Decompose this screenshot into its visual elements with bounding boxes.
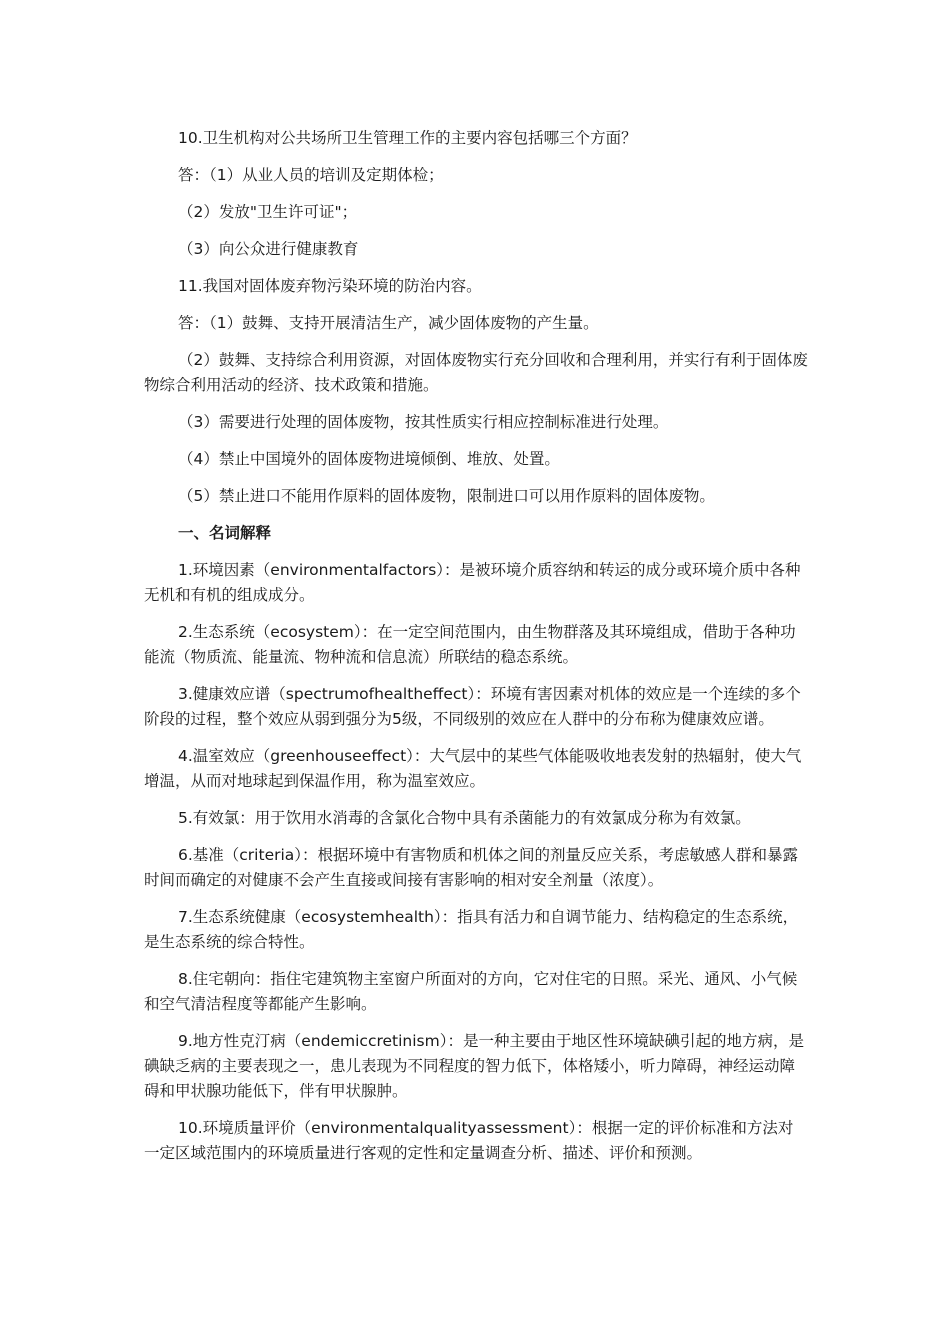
definition-item: 4.温室效应（greenhouseeffect）：大气层中的某些气体能吸收地表发射的热辐射，使大气增温，从而对地球起到保温作用，称为温室效应。 [144, 747, 802, 790]
definition-item: 6.基准（criteria）：根据环境中有害物质和机体之间的剂量反应关系，考虑敏感人群和暴露时间而确定的对健康不会产生直接或间接有害影响的相对安全剂量（浓度）。 [144, 846, 799, 889]
definition-item: 10.环境质量评价（environmentalqualityassessment）：根据一定的评价标准和方法对一定区域范围内的环境质量进行客观的定性和定量调查分析、描述、评价和预测。 [144, 1119, 794, 1162]
answer-10-item-1: 答：（1）从业人员的培训及定期体检； [178, 166, 444, 184]
definition-item: 3.健康效应谱（spectrumofhealtheffect）：环境有害因素对机体的效应是一个连续的多个阶段的过程，整个效应从弱到强分为5级，不同级别的效应在人群中的分布称为健康效应谱。 [144, 685, 801, 728]
answer-11-item-1: 答：（1）鼓舞、支持开展清洁生产，减少固体废物的产生量。 [178, 314, 599, 332]
definition-item: 9.地方性克汀病（endemiccretinism）：是一种主要由于地区性环境缺碘引起的地方病，是碘缺乏病的主要表现之一，患儿表现为不同程度的智力低下，体格矮小，听力障碍，神经运动障碍和甲状腺功能低下，伴有甲状腺肿。 [144, 1032, 804, 1100]
answer-11-item-5: （5）禁止进口不能用作原料的固体废物，限制进口可以用作原料的固体废物。 [178, 487, 715, 505]
section-heading: 一、名词解释 [178, 524, 272, 542]
definition-item: 5.有效氯：用于饮用水消毒的含氯化合物中具有杀菌能力的有效氯成分称为有效氯。 [178, 809, 751, 827]
definition-item: 7.生态系统健康（ecosystemhealth）：指具有活力和自调节能力、结构稳定的生态系统，是生态系统的综合特性。 [144, 908, 799, 951]
definition-item: 1.环境因素（environmentalfactors）：是被环境介质容纳和转运的成分或环境介质中各种无机和有机的组成成分。 [144, 561, 801, 604]
answer-10-item-3: （3）向公众进行健康教育 [178, 240, 359, 258]
answer-11-item-4: （4）禁止中国境外的固体废物进境倾倒、堆放、处置。 [178, 450, 560, 468]
question-11: 11.我国对固体废弃物污染环境的防治内容。 [178, 277, 482, 295]
document-body [144, 126, 808, 1178]
definition-item: 2.生态系统（ecosystem）：在一定空间范围内，由生物群落及其环境组成，借助于各种功能流（物质流、能量流、物种流和信息流）所联结的稳态系统。 [144, 623, 796, 666]
question-10: 10.卫生机构对公共场所卫生管理工作的主要内容包括哪三个方面？ [178, 129, 637, 147]
definition-item: 8.住宅朝向：指住宅建筑物主室窗户所面对的方向，它对住宅的日照。采光、通风、小气候和空气清洁程度等都能产生影响。 [144, 970, 798, 1013]
answer-11-item-2: （2）鼓舞、支持综合利用资源，对固体废物实行充分回收和合理利用，并实行有利于固体废物综合利用活动的经济、技术政策和措施。 [144, 351, 808, 394]
answer-11-item-3: （3）需要进行处理的固体废物，按其性质实行相应控制标准进行处理。 [178, 413, 669, 431]
answer-10-item-2: （2）发放"卫生许可证"； [178, 203, 358, 221]
